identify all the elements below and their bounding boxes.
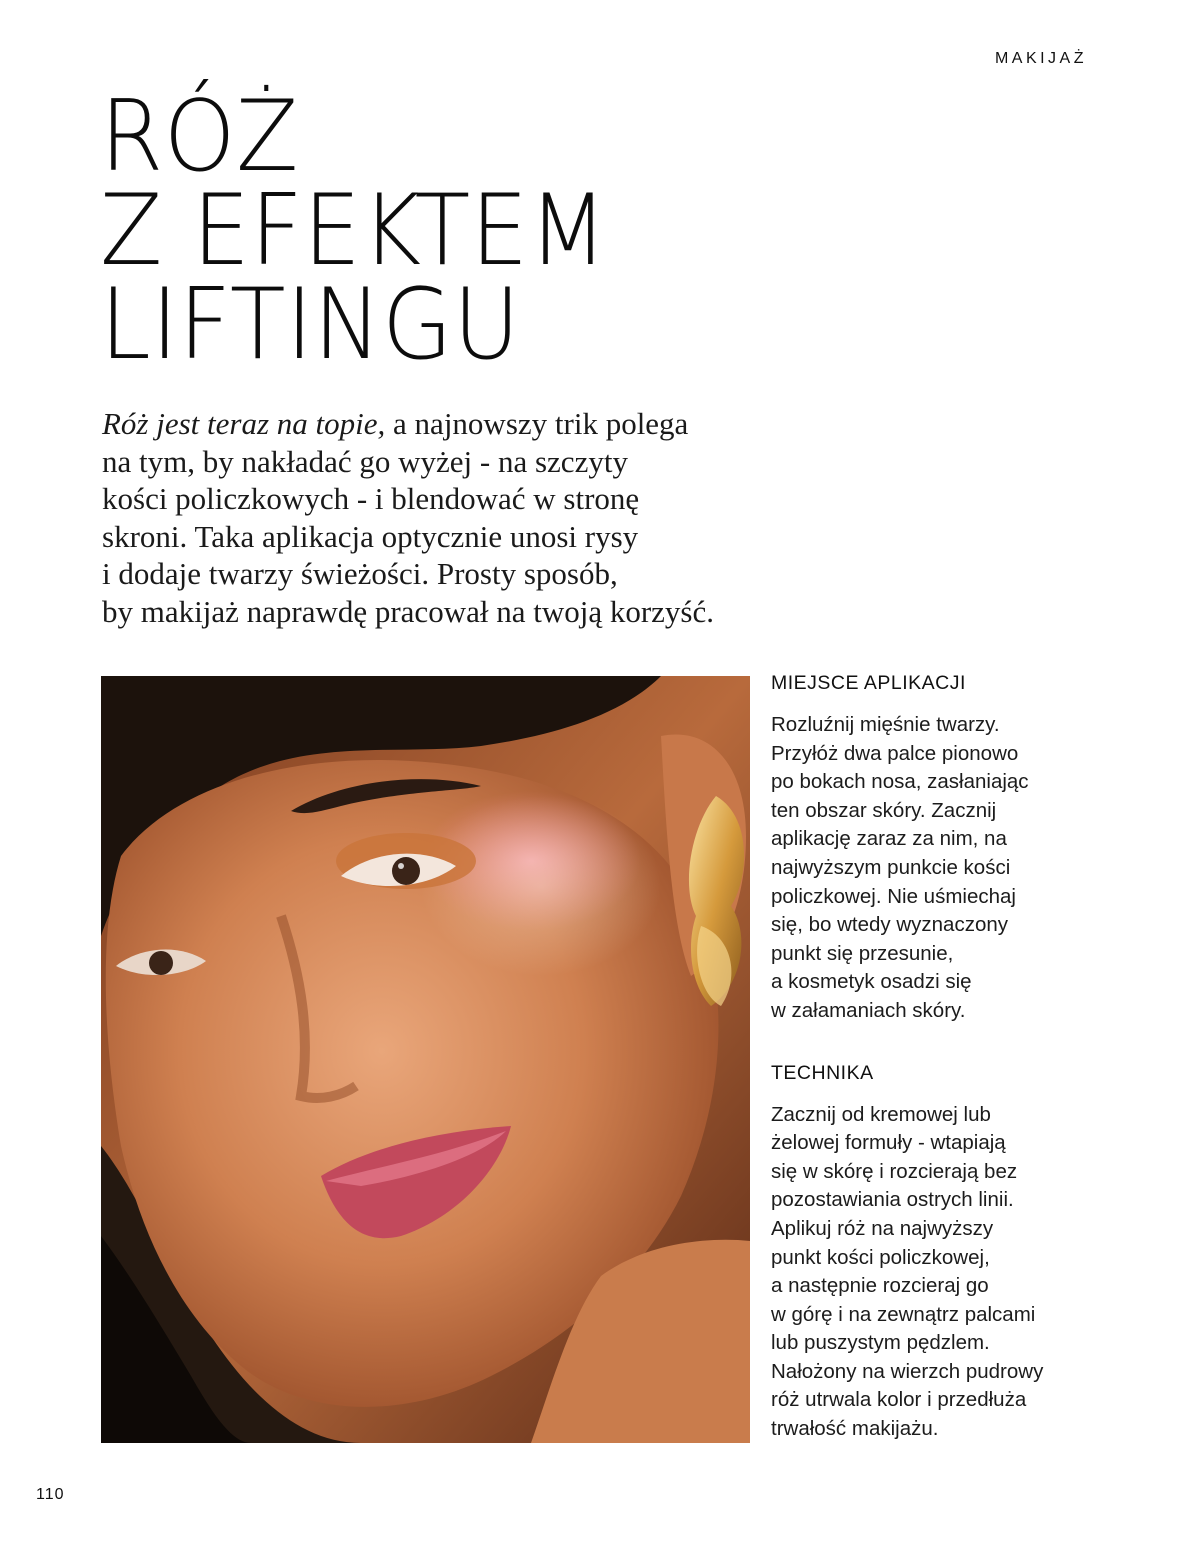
lead-line-6: by makijaż naprawdę pracował na twoją korzyść. (102, 593, 714, 629)
text-line: Nałożony na wierzch pudrowy (771, 1359, 1044, 1383)
section-label: MAKIJAŻ (994, 50, 1087, 67)
text-line: lub puszystym pędzlem. (771, 1331, 990, 1355)
portrait-photo (101, 676, 750, 1443)
article-title (100, 80, 751, 382)
text-line: a następnie rozcieraj go (771, 1274, 989, 1298)
text-line: policzkowej. Nie uśmiechaj (771, 884, 1016, 908)
section-text-application (771, 711, 1101, 1026)
text-line: ten obszar skóry. Zacznij (771, 798, 997, 822)
title-line-2: Z EFEKTEM (100, 174, 608, 288)
text-line: aplikację zaraz za nim, na (771, 827, 1007, 851)
text-line: trwałość makijażu. (771, 1417, 939, 1441)
text-line: Przyłóż dwa palce pionowo (771, 741, 1019, 765)
text-line: róż utrwala kolor i przedłuża (771, 1388, 1027, 1412)
lead-line-5: i dodaje twarzy świeżości. Prosty sposób, (102, 556, 618, 591)
title-line-1: RÓŻ (100, 80, 299, 194)
text-line: a kosmetyk osadzi się (771, 970, 972, 994)
section-heading-technique: TECHNIKA (771, 1061, 874, 1084)
portrait-illustration (101, 676, 750, 1443)
text-line: żelowej formuły - wtapiają (771, 1131, 1006, 1155)
section-text-technique (771, 1101, 1101, 1444)
page-number: 110 (36, 1486, 65, 1503)
text-line: Rozluźnij mięśnie twarzy. (771, 713, 1000, 736)
lead-line-3: kości policzkowych - i blendować w stronę (102, 481, 640, 516)
text-line: pozostawiania ostrych linii. (771, 1188, 1014, 1212)
text-line: punkt kości policzkowej, (771, 1245, 990, 1269)
lead-line-1 (102, 405, 762, 443)
text-line: Aplikuj róż na najwyższy (771, 1216, 994, 1240)
section-heading-application: MIEJSCE APLIKACJI (771, 672, 966, 694)
title-line-3: LIFTINGU (100, 268, 521, 382)
lead-line-2: na tym, by nakładać go wyżej - na szczyty (102, 443, 628, 479)
text-line: najwyższym punkcie kości (771, 855, 1011, 879)
text-line: punkt się przesunie, (771, 941, 954, 965)
text-line: Zacznij od kremowej lub (771, 1102, 991, 1126)
lead-paragraph (102, 405, 762, 630)
lead-italic-phrase: Róż jest teraz na topie, (102, 406, 386, 441)
lead-line-1-rest: a najnowszy trik polega (385, 406, 689, 441)
text-line: się w skórę i rozcierają bez (771, 1159, 1018, 1183)
text-line: w załamaniach skóry. (771, 998, 966, 1022)
lead-line-4: skroni. Taka aplikacja optycznie unosi rysy (102, 518, 639, 554)
text-line: po bokach nosa, zasłaniając (771, 770, 1029, 794)
sidebar (771, 672, 1101, 1444)
text-line: się, bo wtedy wyznaczony (771, 913, 1009, 937)
text-line: w górę i na zewnątrz palcami (771, 1302, 1036, 1326)
